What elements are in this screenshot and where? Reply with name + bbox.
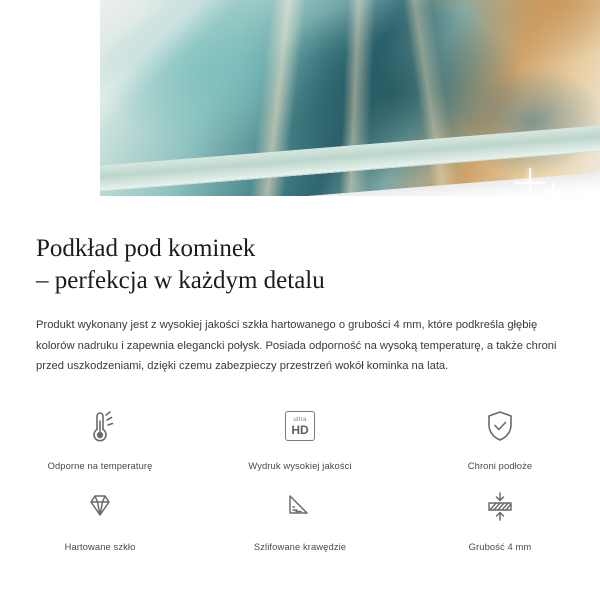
ultra-hd-icon bbox=[278, 404, 322, 448]
hero-image bbox=[0, 0, 600, 215]
ultra-hd-badge-top: ultra bbox=[293, 416, 307, 423]
feature-row-2 bbox=[0, 471, 600, 552]
feature-thickness bbox=[400, 471, 600, 552]
feature-label: Chroni podłoże bbox=[467, 460, 533, 471]
headline-line-1: Podkład pod kominek bbox=[36, 235, 256, 262]
feature-label: Grubość 4 mm bbox=[468, 541, 532, 552]
image-mask-bottom bbox=[0, 196, 600, 215]
image-mask-left bbox=[0, 0, 100, 215]
feature-label: Wydruk wysokiej jakości bbox=[248, 460, 352, 471]
polished-edge-icon bbox=[278, 485, 322, 529]
feature-grid bbox=[0, 390, 600, 552]
feature-label: Szlifowane krawędzie bbox=[253, 541, 347, 552]
thermometer-icon bbox=[78, 404, 122, 448]
feature-surface-protection bbox=[400, 390, 600, 471]
feature-label: Odporne na temperaturę bbox=[47, 460, 153, 471]
thickness-icon bbox=[478, 485, 522, 529]
text-content bbox=[0, 215, 600, 377]
shield-check-icon bbox=[478, 404, 522, 448]
diamond-icon bbox=[78, 485, 122, 529]
feature-temperature bbox=[0, 390, 200, 471]
page-title bbox=[36, 233, 556, 297]
headline-line-2: – perfekcja w każdym detalu bbox=[36, 267, 325, 294]
feature-tempered-glass bbox=[0, 471, 200, 552]
feature-polished-edges bbox=[200, 471, 400, 552]
feature-label: Hartowane szkło bbox=[64, 541, 136, 552]
feature-print-quality bbox=[200, 390, 400, 471]
ultra-hd-badge-bottom: HD bbox=[291, 422, 309, 437]
body-paragraph: Produkt wykonany jest z wysokiej jakości szkła hartowanego o grubości 4 mm, które podkreśla głębię kolorów nadruku i zapewnia elegancki połysk. Posiada odporność na wysoką temperaturę, a także chroni przed uszkodzeniami, dzięki czemu zabezpieczy przestrzeń wokół kominka na lata. bbox=[36, 319, 557, 373]
feature-row-1 bbox=[0, 390, 600, 471]
